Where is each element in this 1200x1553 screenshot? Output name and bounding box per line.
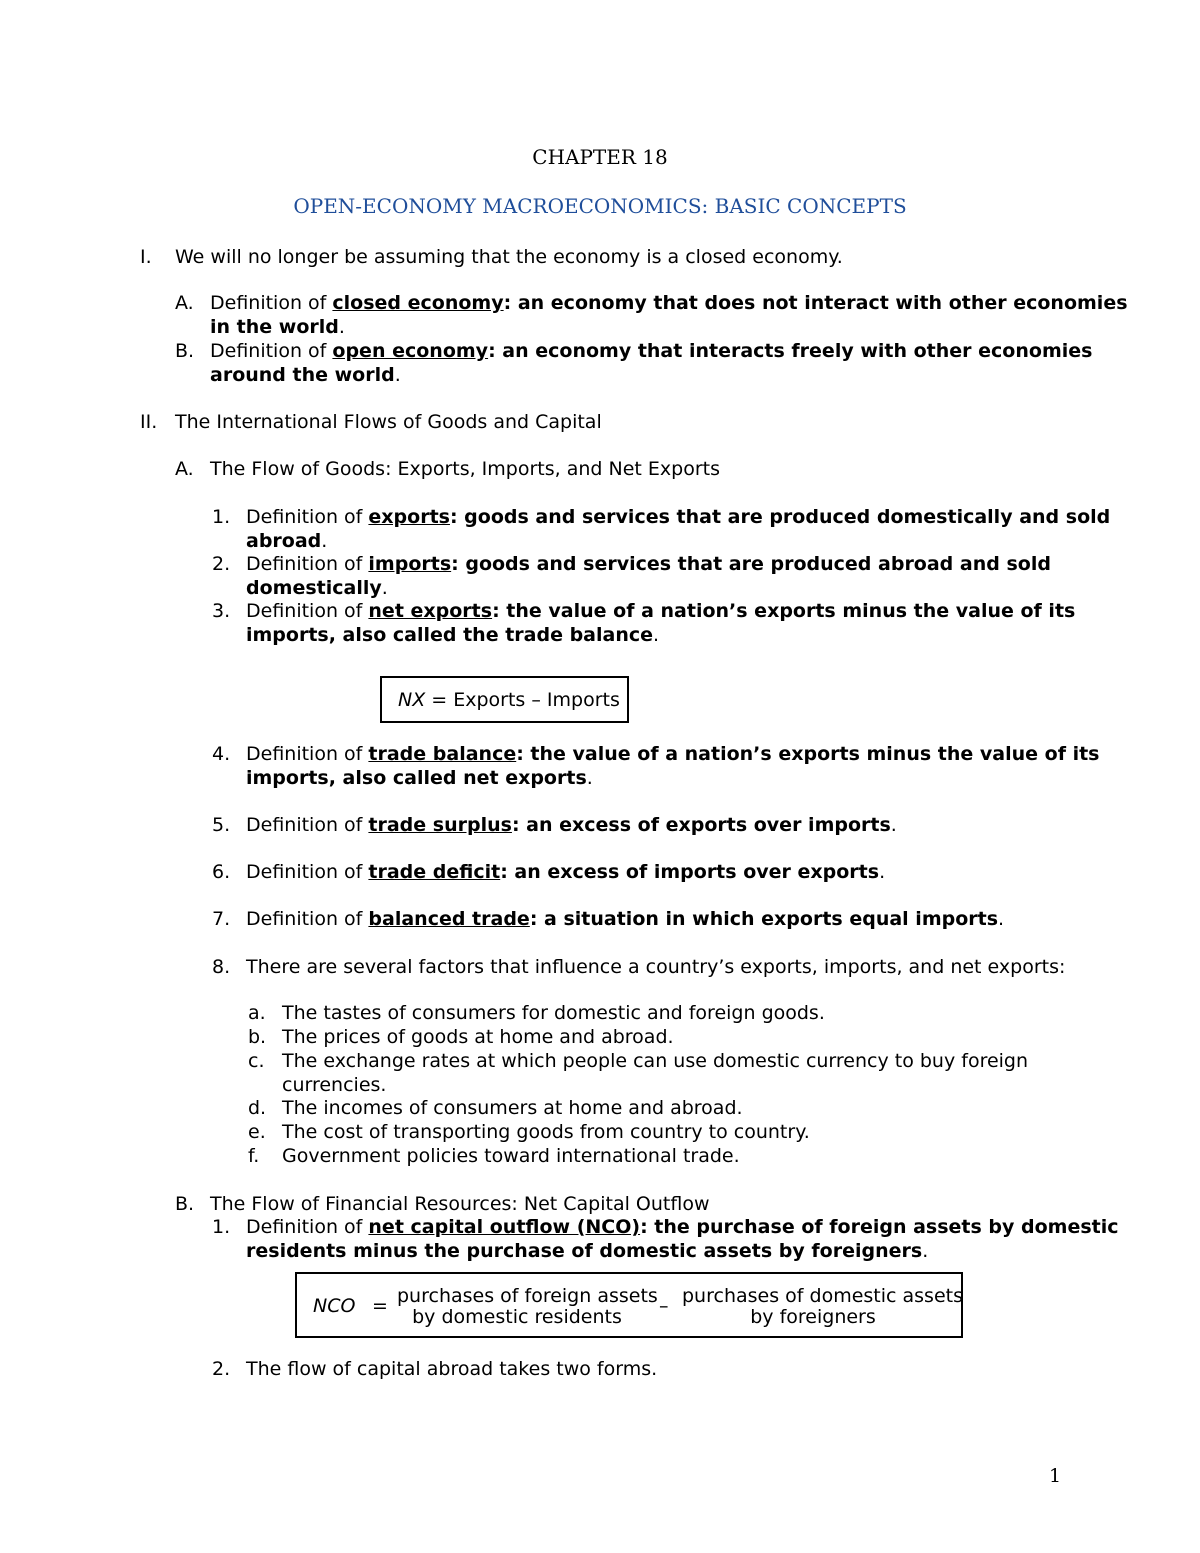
definition-text: : the value of a nation’s exports minus the value of its <box>516 743 1100 765</box>
nco-variable: NCO <box>313 1295 356 1317</box>
definition-text: domestically <box>246 577 382 599</box>
section-number: II. <box>140 411 158 433</box>
item-label: B. <box>175 340 195 362</box>
period: . <box>586 767 593 789</box>
nx-formula-box <box>380 676 629 723</box>
definition-trade-balance <box>246 742 1099 766</box>
item-label: B. <box>175 1193 195 1215</box>
nx-expression: = Exports – Imports <box>425 689 620 711</box>
period: . <box>879 861 886 883</box>
definition-closed-economy <box>210 291 1128 315</box>
definition-continuation <box>246 623 659 647</box>
definition-trade-surplus <box>246 813 897 837</box>
definition-text: around the world <box>210 364 395 386</box>
definition-prefix: Definition of <box>210 340 333 362</box>
period: . <box>394 364 401 386</box>
definition-prefix: Definition of <box>246 506 369 528</box>
item-label: 6. <box>212 861 231 883</box>
definition-text: : the purchase of foreign assets by domestic <box>640 1216 1119 1238</box>
nco-term-foreign-continuation: by domestic residents <box>412 1306 622 1328</box>
definition-net-exports <box>246 599 1075 623</box>
term-trade-balance: trade balance <box>368 743 517 765</box>
definition-prefix: Definition of <box>246 814 369 836</box>
definition-open-economy <box>210 339 1092 363</box>
list-label: f. <box>248 1145 260 1167</box>
definition-prefix: Definition of <box>246 1216 369 1238</box>
definition-imports <box>246 552 1051 576</box>
factor-item: The incomes of consumers at home and abroad. <box>282 1097 743 1119</box>
definition-text: : the value of a nation’s exports minus the value of its <box>492 600 1076 622</box>
period: . <box>381 577 388 599</box>
definition-trade-deficit <box>246 860 885 884</box>
minus-sign: – <box>659 1295 669 1317</box>
definition-prefix: Definition of <box>246 908 369 930</box>
period: . <box>890 814 897 836</box>
term-trade-surplus: trade surplus <box>368 814 512 836</box>
definition-continuation <box>246 766 593 790</box>
item-label: 7. <box>212 908 231 930</box>
item-label: 1. <box>212 506 231 528</box>
nco-term-domestic-continuation: by foreigners <box>750 1306 876 1328</box>
definition-prefix: Definition of <box>246 743 369 765</box>
chapter-heading: CHAPTER 18 <box>532 145 668 169</box>
definition-continuation <box>246 1239 928 1263</box>
term-net-exports: net exports <box>368 600 493 622</box>
factor-item-continuation: currencies. <box>282 1074 387 1096</box>
definition-text: : an excess of imports over exports <box>500 861 880 883</box>
subsection-text: The Flow of Goods: Exports, Imports, and Net Exports <box>210 458 720 480</box>
definition-continuation <box>246 576 388 600</box>
factor-item: Government policies toward international trade. <box>282 1145 740 1167</box>
nco-term-domestic: purchases of domestic assets <box>682 1285 963 1307</box>
list-label: a. <box>248 1002 266 1024</box>
list-label: b. <box>248 1026 267 1048</box>
definition-continuation <box>210 363 401 387</box>
nx-formula <box>398 688 620 712</box>
period: . <box>338 316 345 338</box>
item-label: 2. <box>212 1358 231 1380</box>
list-label: d. <box>248 1097 267 1119</box>
definition-text: abroad <box>246 530 322 552</box>
period: . <box>998 908 1005 930</box>
definition-text: : goods and services that are produced domestically and sold <box>449 506 1111 528</box>
definition-balanced-trade <box>246 907 1004 931</box>
definition-text: : goods and services that are produced abroad and sold <box>451 553 1051 575</box>
item-label: 4. <box>212 743 231 765</box>
item-label: 5. <box>212 814 231 836</box>
term-open-economy: open economy <box>332 340 489 362</box>
period: . <box>653 624 660 646</box>
nx-variable: NX <box>398 689 426 711</box>
definition-text: : a situation in which exports equal imports <box>529 908 999 930</box>
definition-exports <box>246 505 1110 529</box>
item-label: 8. <box>212 956 231 978</box>
factors-intro: There are several factors that influence a country’s exports, imports, and net exports: <box>246 956 1066 978</box>
subsection-text: The Flow of Financial Resources: Net Capital Outflow <box>210 1193 710 1215</box>
term-trade-deficit: trade deficit <box>368 861 501 883</box>
section-number: I. <box>140 246 152 268</box>
item-label: 1. <box>212 1216 231 1238</box>
definition-text: residents minus the purchase of domestic assets by foreigners <box>246 1240 923 1262</box>
chapter-title: OPEN-ECONOMY MACROECONOMICS: BASIC CONCEPTS <box>293 194 907 218</box>
definition-prefix: Definition of <box>210 292 333 314</box>
equals-sign: = <box>372 1295 388 1317</box>
term-imports: imports <box>368 553 452 575</box>
definition-continuation <box>246 529 327 553</box>
definition-text: : an excess of exports over imports <box>511 814 891 836</box>
period: . <box>922 1240 929 1262</box>
section-text: We will no longer be assuming that the economy is a closed economy. <box>175 246 843 268</box>
factor-item: The cost of transporting goods from country to country. <box>282 1121 810 1143</box>
term-balanced-trade: balanced trade <box>368 908 530 930</box>
definition-text: imports, also called net exports <box>246 767 587 789</box>
definition-text: : an economy that does not interact with other economies <box>503 292 1128 314</box>
item-label: A. <box>175 458 194 480</box>
list-label: e. <box>248 1121 266 1143</box>
term-net-capital-outflow: net capital outflow (NCO) <box>368 1216 641 1238</box>
definition-continuation <box>210 315 345 339</box>
period: . <box>321 530 328 552</box>
definition-text: : an economy that interacts freely with other economies <box>488 340 1093 362</box>
definition-prefix: Definition of <box>246 600 369 622</box>
definition-prefix: Definition of <box>246 861 369 883</box>
term-exports: exports <box>368 506 450 528</box>
factor-item: The prices of goods at home and abroad. <box>282 1026 674 1048</box>
capital-flow-text: The flow of capital abroad takes two forms. <box>246 1358 658 1380</box>
definition-prefix: Definition of <box>246 553 369 575</box>
factor-item: The tastes of consumers for domestic and foreign goods. <box>282 1002 825 1024</box>
term-closed-economy: closed economy <box>332 292 504 314</box>
item-label: A. <box>175 292 194 314</box>
item-label: 2. <box>212 553 231 575</box>
definition-nco <box>246 1215 1119 1239</box>
page-number: 1 <box>1049 1465 1062 1487</box>
definition-text: in the world <box>210 316 339 338</box>
section-text: The International Flows of Goods and Capital <box>175 411 602 433</box>
factor-item: The exchange rates at which people can use domestic currency to buy foreign <box>282 1050 1029 1072</box>
nco-formula-box <box>295 1272 963 1338</box>
list-label: c. <box>248 1050 265 1072</box>
definition-text: imports, also called the trade balance <box>246 624 653 646</box>
nco-term-foreign: purchases of foreign assets <box>397 1285 658 1307</box>
item-label: 3. <box>212 600 231 622</box>
